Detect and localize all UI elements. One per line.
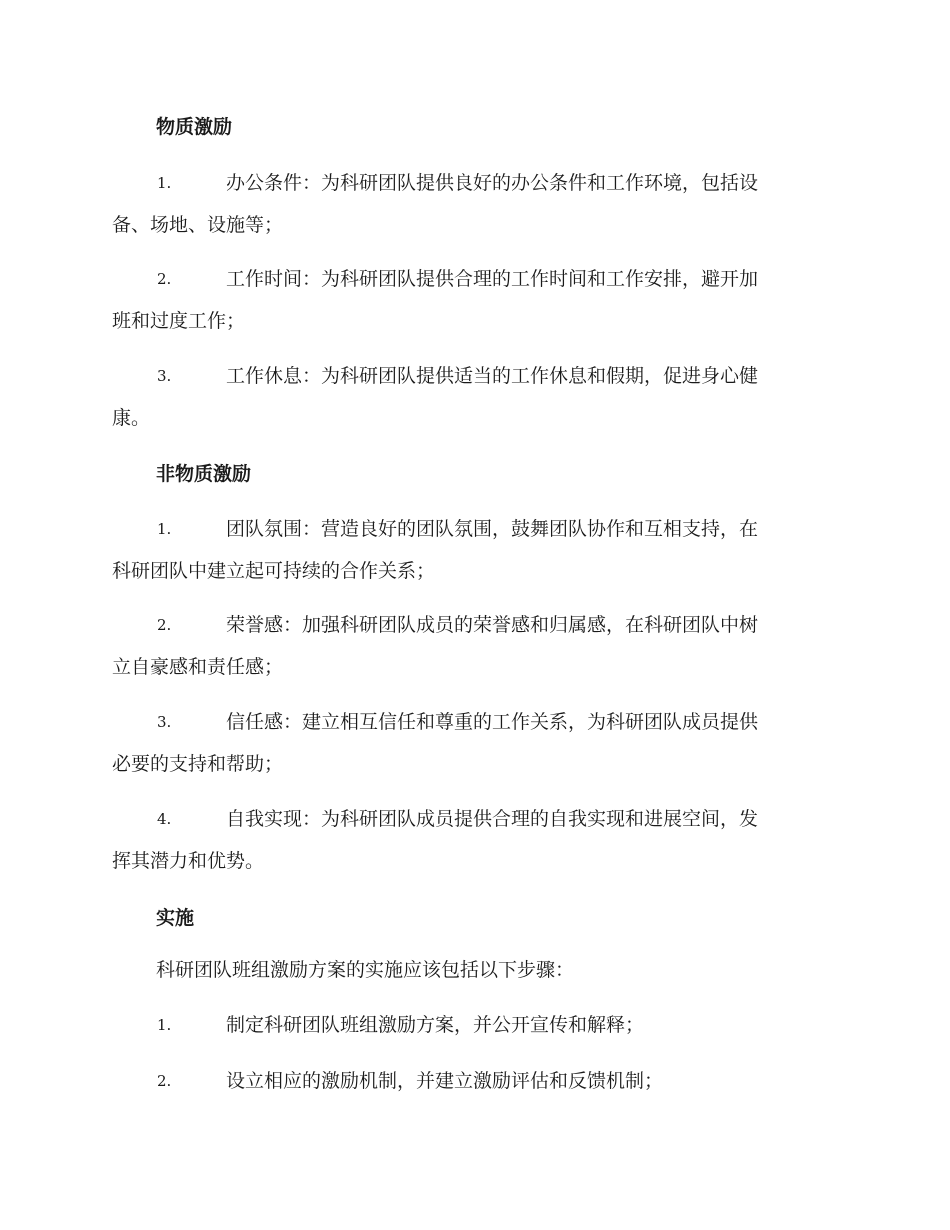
list-item bbox=[112, 355, 832, 439]
list-text-line1: 荣誉感：加强科研团队成员的荣誉感和归属感，在科研团队中树 bbox=[226, 614, 759, 636]
list-text-line2: 康。 bbox=[112, 407, 151, 429]
section-heading-material: 物质激励 bbox=[156, 116, 233, 138]
list-item bbox=[112, 701, 832, 785]
list-number: 4. bbox=[157, 810, 172, 828]
section-intro: 科研团队班组激励方案的实施应该包括以下步骤： bbox=[156, 959, 575, 981]
list-text-line2: 科研团队中建立起可持续的合作关系； bbox=[112, 560, 436, 582]
list-number: 1. bbox=[157, 1016, 172, 1034]
list-number: 1. bbox=[157, 174, 172, 192]
list-text-line2: 备、场地、设施等； bbox=[112, 214, 284, 236]
list-text-line1: 团队氛围：营造良好的团队氛围，鼓舞团队协作和互相支持，在 bbox=[226, 518, 759, 540]
list-text-line2: 立自豪感和责任感； bbox=[112, 656, 284, 678]
list-number: 3. bbox=[157, 367, 172, 385]
list-text-line1: 工作时间：为科研团队提供合理的工作时间和工作安排，避开加 bbox=[226, 268, 759, 290]
list-item bbox=[112, 798, 832, 882]
list-text-line1: 信任感：建立相互信任和尊重的工作关系，为科研团队成员提供 bbox=[226, 711, 759, 733]
list-text-line1: 设立相应的激励机制，并建立激励评估和反馈机制； bbox=[226, 1070, 664, 1092]
list-number: 2. bbox=[157, 270, 172, 288]
list-item bbox=[112, 1060, 832, 1102]
list-number: 2. bbox=[157, 616, 172, 634]
list-item bbox=[112, 1004, 832, 1046]
list-text-line1: 工作休息：为科研团队提供适当的工作休息和假期，促进身心健 bbox=[226, 365, 759, 387]
list-text-line2: 挥其潜力和优势。 bbox=[112, 850, 265, 872]
list-number: 2. bbox=[157, 1072, 172, 1090]
list-text-line1: 制定科研团队班组激励方案，并公开宣传和解释； bbox=[226, 1014, 645, 1036]
list-item bbox=[112, 604, 832, 688]
list-number: 1. bbox=[157, 520, 172, 538]
list-item bbox=[112, 162, 832, 246]
list-text-line2: 必要的支持和帮助； bbox=[112, 753, 284, 775]
list-item bbox=[112, 258, 832, 342]
list-text-line1: 自我实现：为科研团队成员提供合理的自我实现和进展空间，发 bbox=[226, 808, 759, 830]
list-number: 3. bbox=[157, 713, 172, 731]
section-heading-nonmaterial: 非物质激励 bbox=[156, 463, 252, 485]
list-text-line2: 班和过度工作； bbox=[112, 310, 246, 332]
list-text-line1: 办公条件：为科研团队提供良好的办公条件和工作环境，包括设 bbox=[226, 172, 759, 194]
list-item bbox=[112, 508, 832, 592]
section-heading-implementation: 实施 bbox=[156, 907, 195, 929]
